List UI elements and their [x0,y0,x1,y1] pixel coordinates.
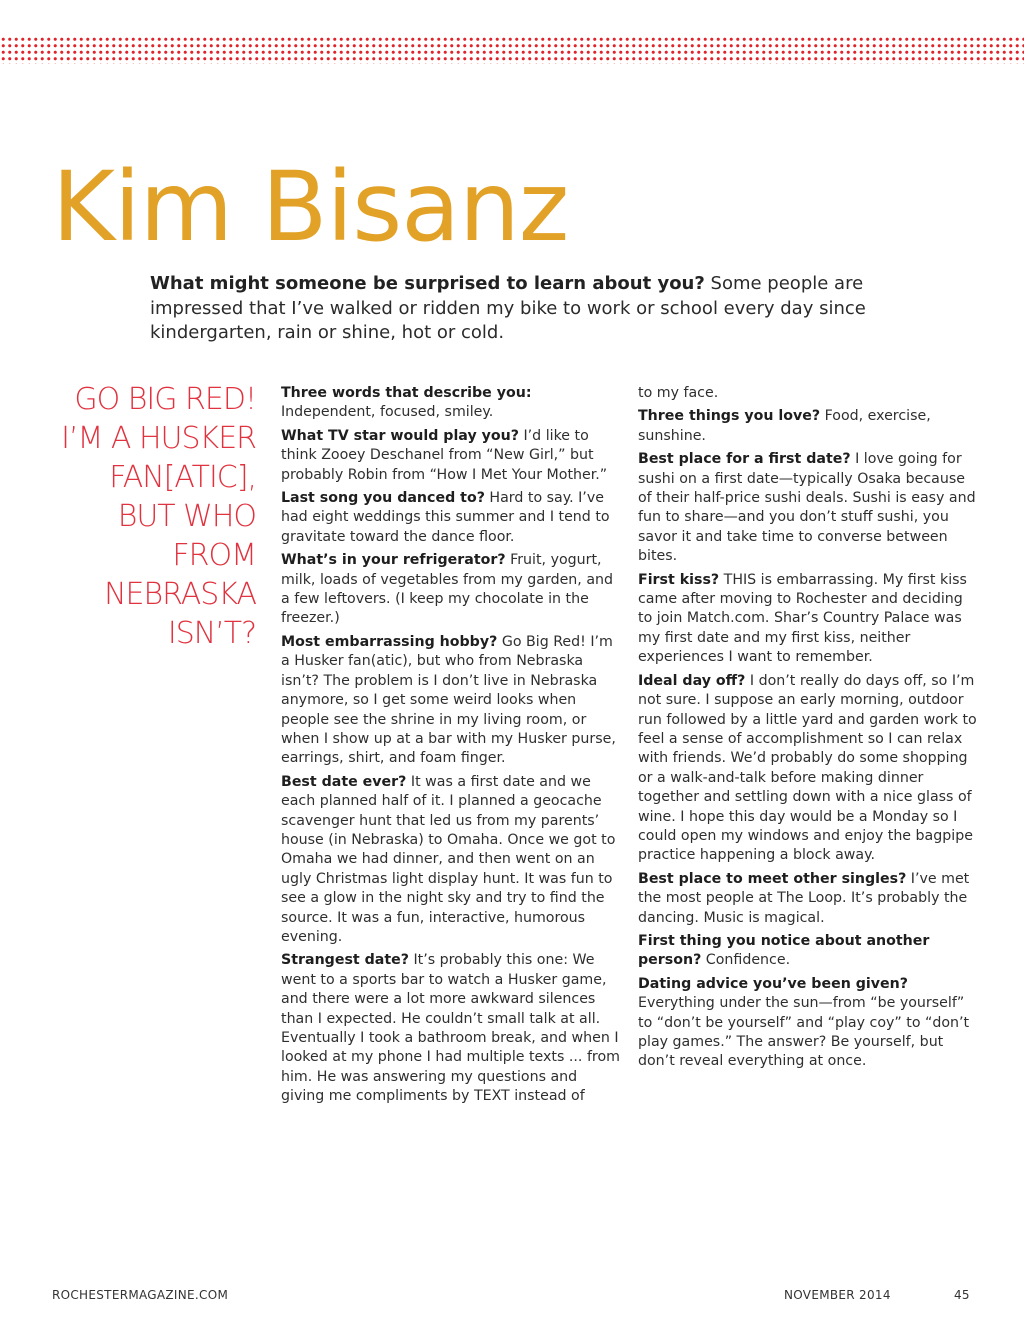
qa-item [281,551,621,629]
qa-question: Ideal day off? [638,672,746,689]
qa-item [281,384,621,423]
qa-answer: Hard to say. I’ve had eight weddings this summer and I tend to gravitate toward the dance floor. [281,490,610,545]
pull-quote-line: BUT WHO [117,499,256,534]
qa-question: Best place to meet other singles? [638,870,907,887]
pull-quote-line: GO BIG RED! [74,382,256,417]
intro-question: What might someone be surprised to learn about you? [150,273,705,294]
qa-question: Most embarrassing hobby? [281,633,498,650]
qa-item [281,633,621,769]
qa-answer: I don’t really do days off, so I’m not sure. I suppose an early morning, outdoor run followed by a little yard and garden work to feel a sense of accomplishment so I can relax with friends. We’d probably do some shopping or a walk-and-talk before making dinner together and settling down with a nice glass of wine. I hope this day would be a Monday so I could open my windows and enjoy the bagpipe practice happening a block away. [638,672,977,864]
qa-question: Three things you love? [638,408,821,425]
qa-item [638,870,978,928]
qa-answer: Food, exercise, sunshine. [638,408,931,444]
qa-continuation: to my face. [638,385,719,401]
qa-item [638,450,978,566]
qa-item [638,407,978,446]
qa-answer: I’ve met the most people at The Loop. It’s probably the dancing. Music is magical. [638,870,970,926]
footer-page-number: 45 [954,1288,970,1302]
pull-quote [40,380,256,653]
qa-item [281,489,621,547]
qa-question: Dating advice you’ve been given? [638,975,908,992]
qa-answer: I’d like to think Zooey Deschanel from “New Girl,” but probably Robin from “How I Met Your Mother.” [281,427,608,483]
qa-item [281,951,621,1106]
qa-answer: It was a first date and we each planned half of it. I planned a geocache scavenger hunt that led us from my parents’ house (in Nebraska) to Omaha. Once we got to Omaha we had dinner, and then went on an ugly Christmas light display hunt. It was fun to see a glow in the night sky and try to find the source. It was a fun, interactive, humorous evening. [281,773,616,945]
qa-question: First thing you notice about another person? [638,932,930,969]
qa-question: Last song you danced to? [281,490,485,507]
intro-answer: Some people are impressed that I’ve walked or ridden my bike to work or school every day since kindergarten, rain or shine, hot or cold. [150,273,866,343]
qa-item [638,672,978,866]
qa-item [281,427,621,485]
qa-column-right [638,384,978,1076]
qa-item [281,773,621,948]
pull-quote-line: NEBRASKA [104,577,256,612]
qa-answer: I love going for sushi on a first date—typically Osaka because of their half-price sushi deals. Sushi is easy and fun to share—and you don’t stuff sushi, you savor it and take time to converse between bites. [638,451,976,565]
pull-quote-line: FROM [172,538,256,573]
qa-answer: Confidence. [701,952,791,969]
footer-issue-date: NOVEMBER 2014 [784,1288,891,1302]
qa-question: What’s in your refrigerator? [281,552,506,569]
qa-question: Strangest date? [281,952,409,969]
pull-quote-line: I’M A HUSKER [61,421,256,456]
qa-question: First kiss? [638,571,720,588]
pull-quote-line: FAN[ATIC], [109,460,256,495]
dotted-header-border [0,36,1024,64]
qa-item [638,975,978,1072]
qa-answer: Independent, focused, smiley. [281,404,494,421]
qa-question: What TV star would play you? [281,427,519,444]
qa-answer: THIS is embarrassing. My first kiss came after moving to Rochester and deciding to join Match.com. Shar’s Country Palace was my first date and my first kiss, neither experiences I want to remember. [638,571,967,666]
qa-answer: Fruit, yogurt, milk, loads of vegetables from my garden, and a few leftovers. (I keep my chocolate in the freezer.) [281,552,614,627]
qa-question: Best place for a first date? [638,451,851,468]
qa-answer: It’s probably this one: We went to a sports bar to watch a Husker game, and there were a lot more awkward silences than I expected. He couldn’t small talk at all. Eventually I took a bathroom break, and when I looked at my phone I had multiple texts ... from him. He was answering my questions and giving me compliments by TEXT instead of [281,952,620,1105]
qa-question: Best date ever? [281,773,407,790]
qa-question: Three words that describe you: [281,385,532,401]
qa-answer: Go Big Red! I’m a Husker fan(atic), but who from Nebraska isn’t? The problem is I don’t live in Nebraska anymore, so I get some weird looks when people see the shrine in my living room, or when I show up at a bar with my Husker purse, earrings, shirt, and foam finger. [281,633,616,767]
qa-item [638,571,978,668]
qa-column-left [281,384,621,1111]
qa-item [638,932,978,971]
qa-answer: Everything under the sun—from “be yourself” to “don’t be yourself” and “play coy” to “don’t play games.” The answer? Be yourself, but don’t reveal everything at once. [638,995,970,1070]
pull-quote-line: ISN’T? [167,616,256,651]
footer-website: ROCHESTERMAGAZINE.COM [52,1288,229,1302]
page-title: Kim Bisanz [52,151,569,263]
intro-paragraph [150,272,910,346]
